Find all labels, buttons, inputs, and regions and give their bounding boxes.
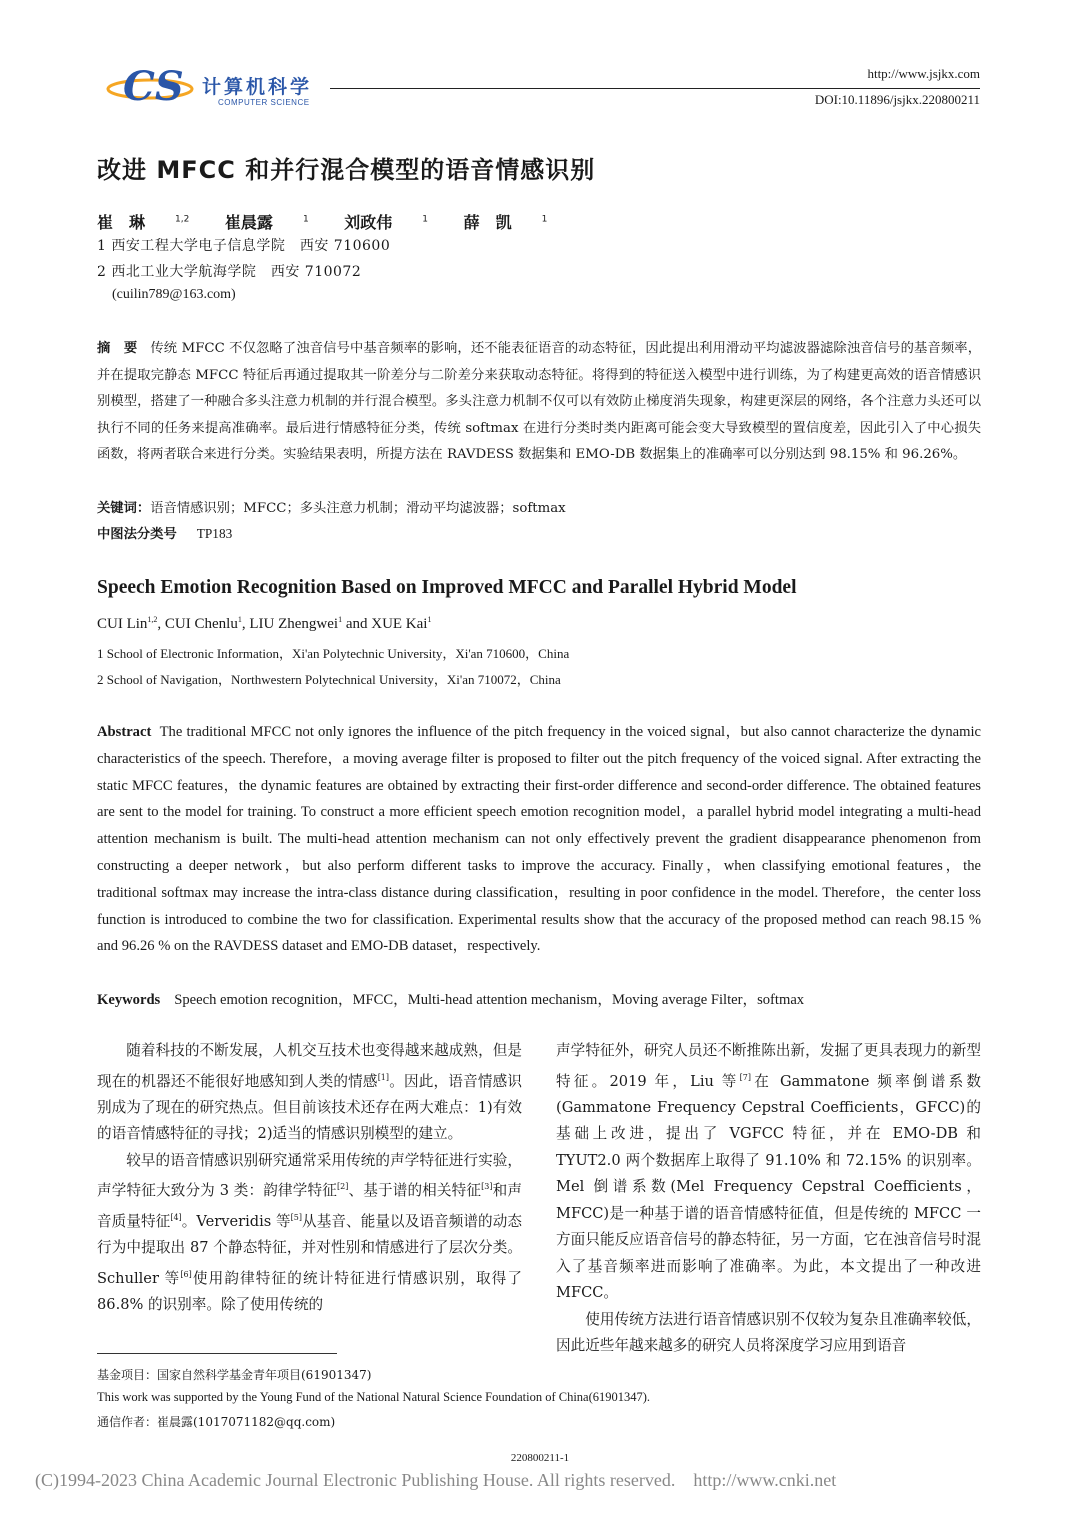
authors-en: CUI Lin$^{1,2}$, CUI Chenlu$^1$, LIU Zhengwei$^1$ and XUE Kai$^1$ (97, 615, 432, 632)
paragraph: 随着科技的不断发展，人机交互技术也变得越来越成熟，但是现在的机器还不能很好地感知到人类的情感[1]。因此，语音情感识别成为了现在的研究热点。但目前该技术还存在两大难点：1)有效的语音情感特征的寻找；2)适当的情感识别模型的建立。 (97, 1042, 522, 1143)
author-cn: 崔晨露 $^1$ (224, 213, 309, 232)
journal-url[interactable]: http://www.jsjkx.com (867, 66, 980, 81)
journal-name-cn: 计算机科学 (202, 76, 313, 98)
svg-text:CS: CS (123, 63, 184, 110)
author-cn: 薛 凯 $^1$ (463, 213, 548, 232)
body-column-right (556, 1038, 981, 1360)
paragraph: 使用传统方法进行语音情感识别不仅较为复杂且准确率较低，因此近些年越来越多的研究人员将深度学习应用到语音 (556, 1310, 981, 1355)
title-en: Speech Emotion Recognition Based on Improved MFCC and Parallel Hybrid Model (97, 577, 797, 598)
doi[interactable]: DOI:10.11896/jsjkx.220800211 (814, 92, 980, 107)
header-divider (330, 88, 980, 89)
abstract-en (97, 719, 981, 960)
copyright-watermark: (C)1994-2023 China Academic Journal Electronic Publishing House. All rights reserved. http://www.cnki.net (35, 1470, 837, 1490)
footnote-corresponding: 通信作者：崔晨露(1017071182@qq.com) (97, 1415, 336, 1429)
paragraph: 较早的语音情感识别研究通常采用传统的声学特征进行实验，声学特征大致分为 3 类：韵律学特征[2]、基于谱的相关特征[3]和声音质量特征[4]。Ververidis 等[5]从基音、能量以及语音频谱的动态行为中提取出 87 个静态特征，并对性别和情感进行了层次分类。Schuller 等[6]使用韵律特征的统计特征进行情感识别，取得了 86.8% 的识别率。除了使用传统的 (97, 1151, 522, 1313)
clc-number: 中图法分类号 TP183 (97, 526, 233, 542)
affiliation-en-2: 2 School of Navigation，Northwestern Polytechnical University，Xi'an 710072，China (97, 672, 561, 687)
abstract-cn-text: 传统 MFCC 不仅忽略了浊音信号中基音频率的影响，还不能表征语音的动态特征，因此提出利用滑动平均滤波器滤除浊音信号的基音频率，并在提取完静态 MFCC 特征后再通过提取其一阶差分与二阶差分来获取动态特征。将得到的特征送入模型中进行训练，为了构建更高效的语音情感识别模型，搭建了一种融合多头注意力机制的并行混合模型。多头注意力机制不仅可以有效防止梯度消失现象，构建更深层的网络，各个注意力头还可以执行不同的任务来提高准确率。最后进行情感特征分类，传统 softmax 在进行分类时类内距离可能会变大导致模型的置信度差，因此引入了中心损失函数，将两者联合来进行分类。实验结果表明，所提方法在 RAVDESS 数据集和 EMO-DB 数据集上的准确率可以分别达到 98.15% 和 96.26%。 (97, 341, 982, 463)
title-cn: 改进 MFCC 和并行混合模型的语音情感识别 (97, 156, 596, 184)
authors-cn (97, 210, 577, 233)
abstract-en-text: The traditional MFCC not only ignores the influence of the pitch frequency in the voiced signal，but also cannot characterize the dynamic characteristics of the speech. Therefore，a moving average filter is proposed to filter out the pitch frequency of the voiced signal. After extracting the static MFCC features，the dynamic features are obtained by extracting their first-order difference and second-order difference. The obtained features are sent to the model for training. To construct a more efficient speech emotion recognition model，a parallel hybrid model integrating a multi-head attention mechanism is built. The multi-head attention mechanism can not only effectively prevent the gradient disappearance phenomenon from constructing a deeper network，but also perform different tasks to improve the accuracy. Finally，when classifying emotional features，the traditional softmax may increase the intra-class distance during classification，resulting in poor confidence in the model. Therefore，the center loss function is introduced to combine the two for classification. Experimental results show that the accuracy of the proposed method can reach 98.15 % and 96.26 % on the RAVDESS dataset and EMO-DB dataset，respectively. (97, 724, 981, 955)
author-cn: 刘政伟 $^1$ (344, 213, 428, 232)
keywords-en: Keywords Speech emotion recognition，MFCC，Multi-head attention mechanism，Moving average Filter，softmax (97, 992, 805, 1008)
abstract-cn-label: 摘 要 (97, 341, 138, 356)
affiliation-cn-2: 2 西北工业大学航海学院 西安 710072 (97, 264, 362, 280)
footnote-divider (97, 1353, 337, 1354)
author-cn: 崔 琳 $^{1,2}$ (97, 213, 190, 232)
journal-name-en: COMPUTER SCIENCE (218, 98, 310, 107)
footnote-fund-en: This work was supported by the Young Fund of the National Natural Science Foundation of China(61901347). (97, 1390, 651, 1404)
affiliation-en-1: 1 School of Electronic Information，Xi'an Polytechnic University，Xi'an 710600，China (97, 646, 570, 661)
keywords-cn: 关键词：语音情感识别；MFCC；多头注意力机制；滑动平均滤波器；softmax (97, 501, 566, 516)
page-number: 220800211-1 (510, 1452, 570, 1464)
author-email: (cuilin789@163.com) (112, 287, 236, 302)
body-column-left (97, 1038, 522, 1318)
footnote-fund-cn: 基金项目：国家自然科学基金青年项目(61901347) (97, 1368, 372, 1382)
abstract-cn (97, 336, 981, 469)
affiliation-cn-1: 1 西安工程大学电子信息学院 西安 710600 (97, 238, 391, 254)
paragraph: 声学特征外，研究人员还不断推陈出新，发掘了更具表现力的新型特征。2019 年，Liu 等[7]在 Gammatone 频率倒谱系数(Gammatone Frequency Cepstral Coefficients，GFCC)的基础上改进，提出了 VGFCC 特征，并在 EMO-DB 和 TYUT2.0 两个数据库上取得了 91.10% 和 72.15% 的识别率。Mel 倒谱系数(Mel Frequency Cepstral Coefficients，MFCC)是一种基于谱的语音情感特征值，但是传统的 MFCC 一方面只能反应语音信号的静态特征，另一方面，它在浊音信号时混入了基音频率进而影响了准确率。为此，本文提出了一种改进 MFCC。 (556, 1042, 981, 1302)
abstract-en-label: Abstract (97, 724, 152, 740)
